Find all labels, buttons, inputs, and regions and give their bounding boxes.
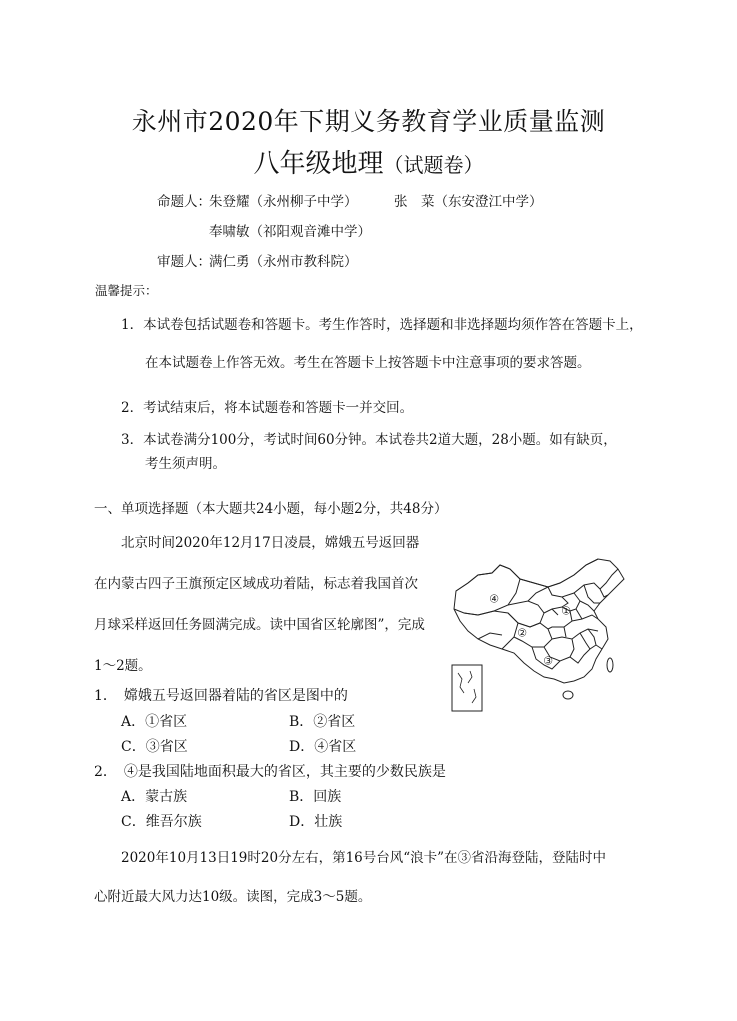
map-label-4: ④ [489,592,499,606]
setter-2: 张 菜（东安澄江中学） [394,194,543,210]
province-xinjiang [454,565,520,615]
tip-2: 2．考试结束后，将本试题卷和答题卡一并交回。 [121,400,414,416]
passage1-line4: 1～2题。 [94,658,152,674]
reviewer: 满仁勇（永州市教科院） [209,254,358,270]
page-subtitle [0,143,737,180]
setter-label: 命题人： [157,194,211,210]
map-label-2: ② [517,626,527,640]
q1-option-d: D．④省区 [289,739,357,755]
tip-3: 3．本试卷满分100分，考试时间60分钟。本试卷共2道大题，28小题。如有缺页， [121,432,617,448]
q1-option-a: A．①省区 [121,714,188,730]
tip-3-cont: 考生须声明。 [145,456,226,472]
map-label-1: ① [561,604,571,618]
setter-1: 朱登耀（永州柳子中学） [209,194,358,210]
passage1-line3: 月球采样返回任务圆满完成。读中国省区轮廓图”，完成 [94,617,425,633]
island-taiwan [607,658,613,672]
tip-1-cont: 在本试题卷上作答无效。考生在答题卡上按答题卡中注意事项的要求答题。 [145,355,591,371]
page-title: 永州市2020年下期义务教育学业质量监测 [131,107,606,136]
tip-1: 1．本试卷包括试题卷和答题卡。考生作答时，选择题和非选择题均须作答在答题卡上， [121,317,643,333]
q1-option-b: B．②省区 [289,714,356,730]
passage1-line1: 北京时间2020年12月17日凌晨，嫦娥五号返回器 [121,535,420,551]
setter-3: 奉啸敏（祁阳观音滩中学） [209,224,371,240]
island-hainan [563,691,573,699]
map-label-3: ③ [543,654,553,668]
china-province-map [448,553,632,721]
province-tibet [464,611,518,649]
passage1-line2: 在内蒙古四子王旗预定区域成功着陆，标志着我国首次 [94,576,418,592]
subtitle-main: 八年级地理 [253,149,384,179]
q1-stem: 1． 嫦娥五号返回器着陆的省区是图中的 [94,688,348,704]
q2-option-d: D．壮族 [289,814,343,830]
q2-option-c: C．维吾尔族 [121,814,202,830]
tips-heading: 温馨提示： [95,283,158,298]
q2-option-a: A．蒙古族 [121,789,188,805]
q2-stem: 2． ④是我国陆地面积最大的省区，其主要的少数民族是 [94,764,446,780]
china-outline [454,559,624,683]
south-china-sea-inset [452,665,482,711]
q1-option-c: C．③省区 [121,739,188,755]
province-inner-mongolia [520,559,600,597]
subtitle-paren: （试题卷） [383,153,484,177]
section-heading: 一、单项选择题（本大题共24小题，每小题2分，共48分） [94,501,448,517]
reviewer-label: 审题人： [157,254,211,270]
passage2-line1: 2020年10月13日19时20分左右，第16号台风“浪卡”在③省沿海登陆，登陆时中 [121,850,607,866]
q2-option-b: B．回族 [289,789,342,805]
passage2-line2: 心附近最大风力达10级。读图，完成3～5题。 [94,889,372,905]
